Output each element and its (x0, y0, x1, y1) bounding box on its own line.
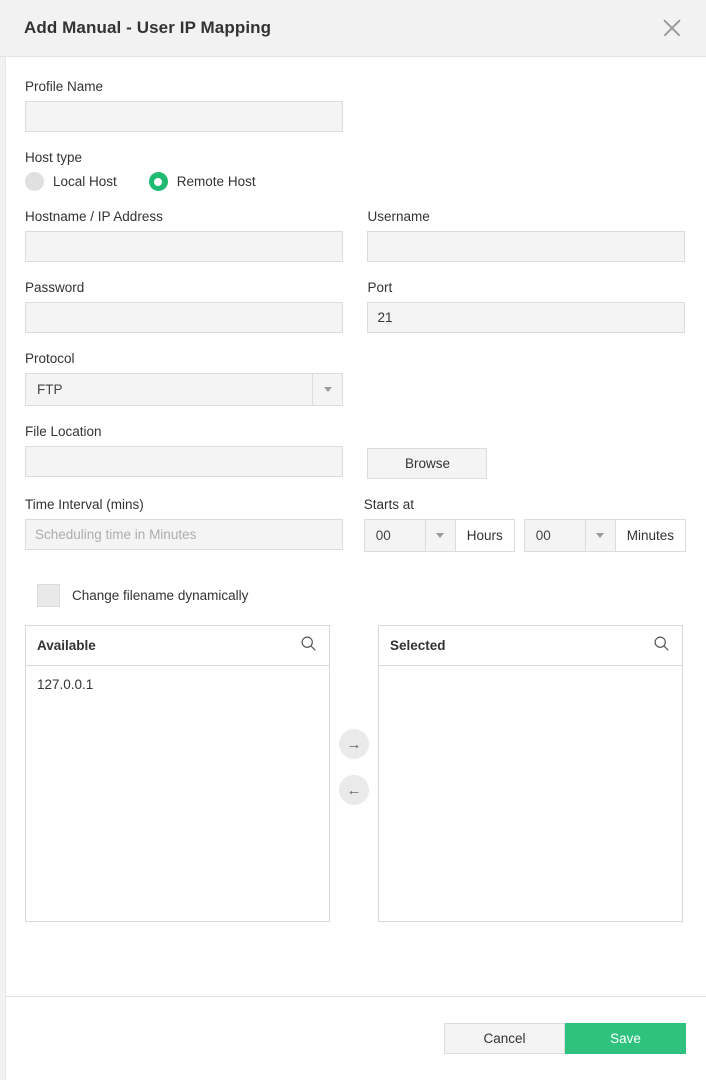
host-type-group (25, 150, 686, 191)
selected-list-header (379, 626, 682, 666)
available-list-title: Available (37, 638, 96, 653)
hostname-username-row (25, 209, 686, 280)
radio-remote-host-indicator (149, 172, 168, 191)
change-filename-label: Change filename dynamically (72, 588, 249, 603)
radio-remote-host[interactable] (149, 172, 256, 191)
file-location-field-group (25, 424, 367, 479)
change-filename-checkbox[interactable] (37, 584, 60, 607)
hours-select[interactable] (364, 519, 456, 552)
file-location-row (25, 424, 686, 497)
dialog-body (0, 57, 706, 996)
host-type-radio-row (25, 172, 686, 191)
selected-list-panel (378, 625, 683, 922)
minutes-unit-label: Minutes (616, 519, 686, 552)
username-label: Username (367, 209, 430, 224)
arrow-right-icon[interactable]: → (339, 729, 369, 759)
starts-at-label: Starts at (363, 497, 414, 512)
port-label: Port (367, 280, 393, 295)
password-label: Password (25, 280, 85, 295)
dual-list-picker (25, 625, 686, 922)
search-icon[interactable] (300, 635, 317, 657)
radio-local-host[interactable] (25, 172, 117, 191)
protocol-select[interactable] (25, 373, 343, 406)
selected-list-body (379, 666, 682, 921)
selected-list-title: Selected (390, 638, 446, 653)
file-location-label: File Location (25, 424, 102, 439)
starts-at-controls (364, 519, 686, 552)
file-location-input[interactable] (25, 446, 343, 477)
hours-unit-label: Hours (456, 519, 515, 552)
minutes-select[interactable] (524, 519, 616, 552)
password-field-group (25, 280, 367, 333)
profile-name-input[interactable] (25, 101, 343, 132)
protocol-label: Protocol (25, 351, 75, 366)
password-input[interactable] (25, 302, 343, 333)
port-field-group (367, 280, 686, 333)
time-interval-field-group (25, 497, 364, 552)
username-field-group (367, 209, 686, 262)
hostname-input[interactable] (25, 231, 343, 262)
minutes-chevron-down-icon[interactable] (585, 520, 615, 551)
profile-name-field-group (25, 79, 686, 132)
change-filename-row[interactable] (37, 584, 686, 607)
save-button[interactable]: Save (565, 1023, 686, 1054)
dialog-header (0, 0, 706, 57)
hours-chevron-down-icon[interactable] (425, 520, 455, 551)
page-title: Add Manual - User IP Mapping (24, 18, 272, 37)
dialog-footer (0, 996, 706, 1080)
available-list-panel (25, 625, 330, 922)
schedule-row (25, 497, 686, 570)
port-input[interactable] (367, 302, 685, 333)
hours-value: 00 (375, 528, 391, 543)
transfer-controls (330, 625, 378, 805)
protocol-field-group (25, 351, 686, 406)
list-item[interactable]: 127.0.0.1 (37, 677, 94, 692)
radio-local-host-label: Local Host (53, 174, 117, 189)
browse-button-wrap (367, 424, 686, 479)
cancel-button[interactable]: Cancel (444, 1023, 565, 1054)
password-port-row (25, 280, 686, 351)
username-input[interactable] (367, 231, 685, 262)
host-type-label: Host type (25, 150, 83, 165)
available-list-body (26, 666, 329, 921)
hostname-field-group (25, 209, 367, 262)
time-interval-input[interactable] (25, 519, 343, 550)
protocol-selected-value: FTP (37, 382, 63, 397)
arrow-left-icon[interactable]: ← (339, 775, 369, 805)
chevron-down-icon[interactable] (312, 374, 342, 405)
search-icon[interactable] (653, 635, 670, 657)
profile-name-label: Profile Name (25, 79, 104, 94)
starts-at-group (364, 497, 686, 552)
hostname-label: Hostname / IP Address (25, 209, 163, 224)
radio-local-host-indicator (25, 172, 44, 191)
available-list-header (26, 626, 329, 666)
time-interval-label: Time Interval (mins) (25, 497, 144, 512)
radio-remote-host-label: Remote Host (176, 174, 256, 189)
browse-button[interactable]: Browse (367, 448, 487, 479)
close-icon[interactable] (658, 14, 686, 42)
minutes-value: 00 (535, 528, 551, 543)
